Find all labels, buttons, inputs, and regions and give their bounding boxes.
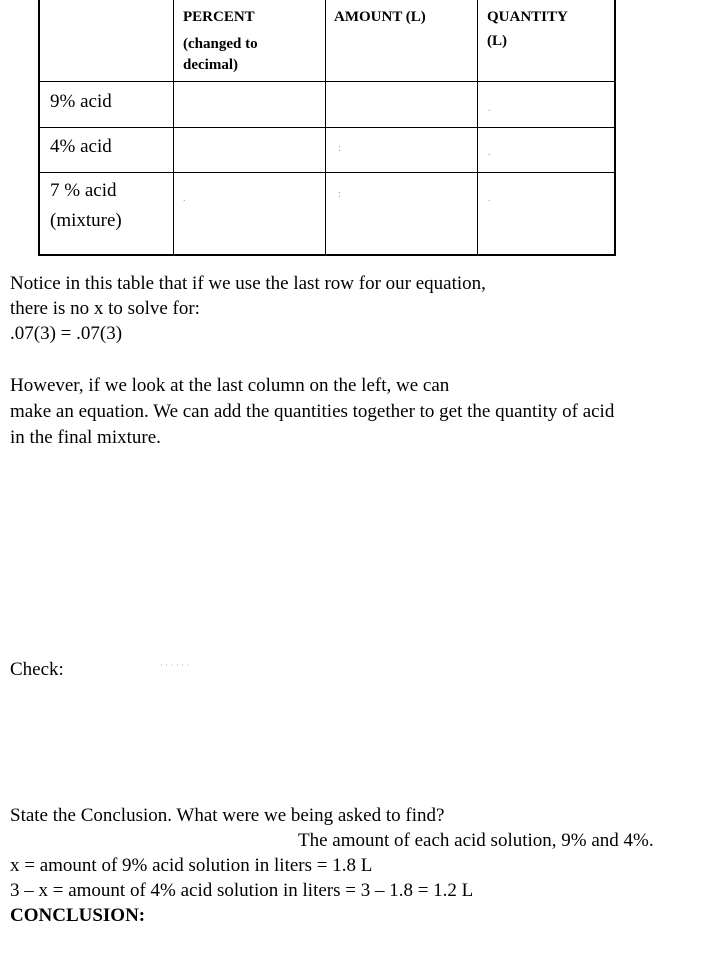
cell-mark: : [338, 189, 341, 200]
x-definition-line: x = amount of 9% acid solution in liters = 1.8 L [10, 855, 373, 876]
y-definition-line: 3 – x = amount of 4% acid solution in liters = 3 – 1.8 = 1.2 L [10, 880, 474, 901]
header-percent-note: decimal) [183, 57, 238, 73]
row-divider [40, 127, 614, 128]
row-label-9-percent: 9% acid [50, 91, 112, 112]
state-conclusion-prompt: State the Conclusion. What were we being asked to find? [10, 805, 445, 826]
row-label-mixture: 7 % acid [50, 180, 117, 201]
header-quantity: QUANTITY [487, 9, 568, 25]
faint-marks: · · · · · · [160, 660, 190, 670]
equation-text: .07(3) = .07(3) [10, 323, 123, 344]
header-amount: AMOUNT (L) [334, 9, 426, 25]
answer-text: The amount of each acid solution, 9% and 4%. [298, 830, 654, 851]
header-quantity: (L) [487, 33, 507, 49]
cell-mark: : [338, 143, 341, 154]
notice-text-line-1: Notice in this table that if we use the last row for our equation, [10, 273, 486, 294]
cell-mark: . [488, 147, 491, 158]
row-label-mixture-note: (mixture) [50, 210, 122, 231]
however-text-line-1: However, if we look at the last column on the left, we can [10, 375, 450, 396]
row-label-4-percent: 4% acid [50, 136, 112, 157]
notice-text-line-2: there is no x to solve for: [10, 298, 200, 319]
check-label: Check: [10, 659, 64, 680]
row-divider [40, 81, 614, 82]
row-divider [40, 172, 614, 173]
cell-mark: . [488, 193, 491, 204]
however-text-line-3: in the final mixture. [10, 427, 161, 448]
cell-mark: . [488, 103, 491, 114]
cell-mark: . [183, 193, 186, 204]
however-text-line-2: make an equation. We can add the quantities together to get the quantity of acid [10, 401, 615, 422]
header-percent: PERCENT [183, 9, 255, 25]
data-table [38, 0, 616, 256]
header-percent-note: (changed to [183, 36, 258, 52]
conclusion-heading: CONCLUSION: [10, 905, 146, 926]
